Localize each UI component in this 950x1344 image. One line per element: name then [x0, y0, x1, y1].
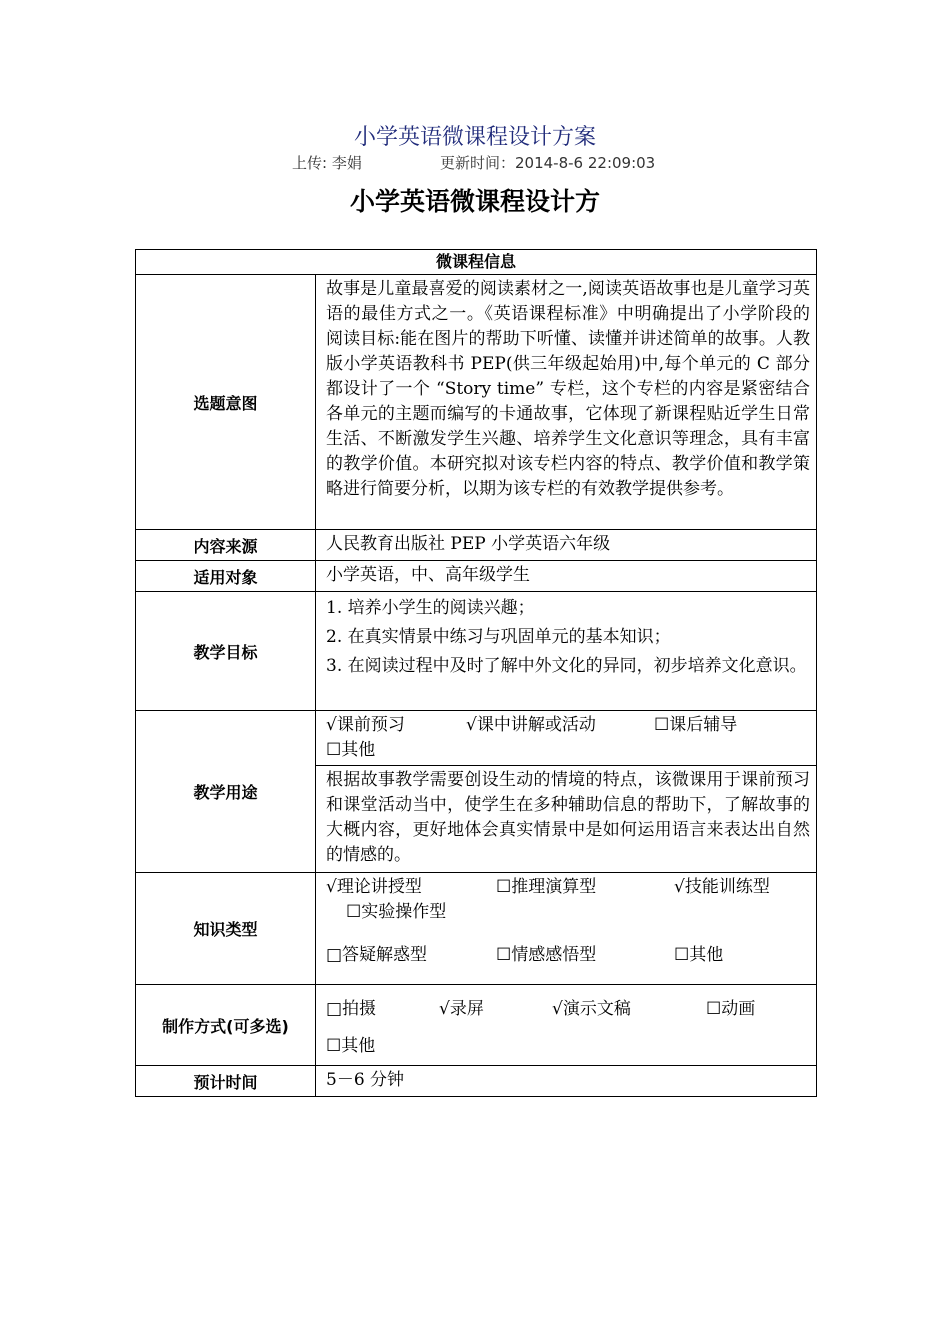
topic-label: 选题意图 — [136, 275, 316, 530]
table-row-usage — [136, 711, 817, 873]
production-option-slides: √演示文稿 — [552, 999, 631, 1019]
knowledge-option-emotion: ☐情感感悟型 — [496, 945, 597, 965]
uploader: 上传: 李娟 — [292, 154, 362, 172]
course-info-table — [135, 249, 817, 1097]
goal-item: 1. 培养小学生的阅读兴趣； — [326, 598, 535, 618]
table-row-production — [136, 985, 817, 1066]
usage-option-in-class: √课中讲解或活动 — [466, 715, 596, 735]
usage-option-other: ☐其他 — [326, 740, 376, 760]
production-cell — [316, 985, 817, 1066]
topic-text: 故事是儿童最喜爱的阅读素材之一,阅读英语故事也是儿童学习英语的最佳方式之一。《英语课程标准》中明确提出了小学阶段的阅读目标:能在图片的帮助下听懂、读懂并讲述简单的故事。人教版小学英语教科书 PEP(供三年级起始用)中,每个单元的 C 部分都设计了一个 “Story time” 专栏，这个专栏的内容是紧密结合各单元的主题而编写的卡通故事，它体现了新课程贴近学生日常生活、不断激发学生兴趣、培养学生文化意识等理念，具有丰富的教学价值。本研究拟对该专栏内容的特点、教学价值和教学策略进行简要分析，以期为该专栏的有效教学提供参考。 — [326, 279, 811, 499]
table-row-knowledge — [136, 873, 817, 985]
knowledge-option-qa: □答疑解惑型 — [326, 945, 428, 965]
production-label: 制作方式(可多选) — [136, 985, 316, 1066]
table-row-duration — [136, 1066, 817, 1097]
knowledge-options-row-2 — [326, 943, 810, 968]
knowledge-option-other: ☐其他 — [674, 945, 724, 965]
usage-cell — [316, 711, 817, 873]
goal-item: 3. 在阅读过程中及时了解中外文化的异同，初步培养文化意识。 — [326, 656, 807, 676]
goals-cell — [316, 592, 817, 711]
production-option-screen-record: √录屏 — [439, 999, 484, 1019]
production-option-animation: ☐动画 — [706, 999, 756, 1019]
table-header-row — [136, 250, 817, 275]
production-options-row — [326, 997, 810, 1022]
audience-label: 适用对象 — [136, 561, 316, 592]
goals-label: 教学目标 — [136, 592, 316, 711]
production-option-filming: □拍摄 — [326, 999, 377, 1019]
goal-item: 2. 在真实情景中练习与巩固单元的基本知识； — [326, 627, 671, 647]
table-row-source — [136, 530, 817, 561]
audience-value: 小学英语，中、高年级学生 — [316, 561, 817, 592]
knowledge-option-reasoning: ☐推理演算型 — [496, 877, 597, 897]
source-label: 内容来源 — [136, 530, 316, 561]
knowledge-option-skill: √技能训练型 — [674, 877, 770, 897]
knowledge-options-row-1 — [326, 875, 810, 900]
table-row-topic — [136, 275, 817, 530]
duration-label: 预计时间 — [136, 1066, 316, 1097]
usage-label: 教学用途 — [136, 711, 316, 873]
table-row-goals — [136, 592, 817, 711]
table-heading: 微课程信息 — [136, 250, 817, 275]
usage-text: 根据故事教学需要创设生动的情境的特点，该微课用于课前预习和课堂活动当中，使学生在多种辅助信息的帮助下，了解故事的大概内容，更好地体会真实情景中是如何运用语言来表达出自然的情感的。 — [316, 765, 816, 868]
production-option-other: ☐其他 — [326, 1036, 376, 1056]
duration-value: 5－6 分钟 — [316, 1066, 817, 1097]
knowledge-option-experiment: ☐实验操作型 — [346, 902, 447, 922]
knowledge-label: 知识类型 — [136, 873, 316, 985]
page-title: 小学英语微课程设计方案 — [353, 125, 596, 150]
usage-option-after-class: ☐课后辅导 — [654, 715, 738, 735]
table-row-audience — [136, 561, 817, 592]
source-value: 人民教育出版社 PEP 小学英语六年级 — [316, 530, 817, 561]
topic-cell — [316, 275, 817, 530]
document-heading: 小学英语微课程设计方 — [349, 187, 600, 216]
knowledge-option-theory: √理论讲授型 — [326, 877, 422, 897]
usage-options-row — [326, 713, 810, 738]
knowledge-cell — [316, 873, 817, 985]
usage-option-preview: √课前预习 — [326, 715, 405, 735]
update-time: 更新时间：2014-8-6 22:09:03 — [440, 154, 656, 172]
